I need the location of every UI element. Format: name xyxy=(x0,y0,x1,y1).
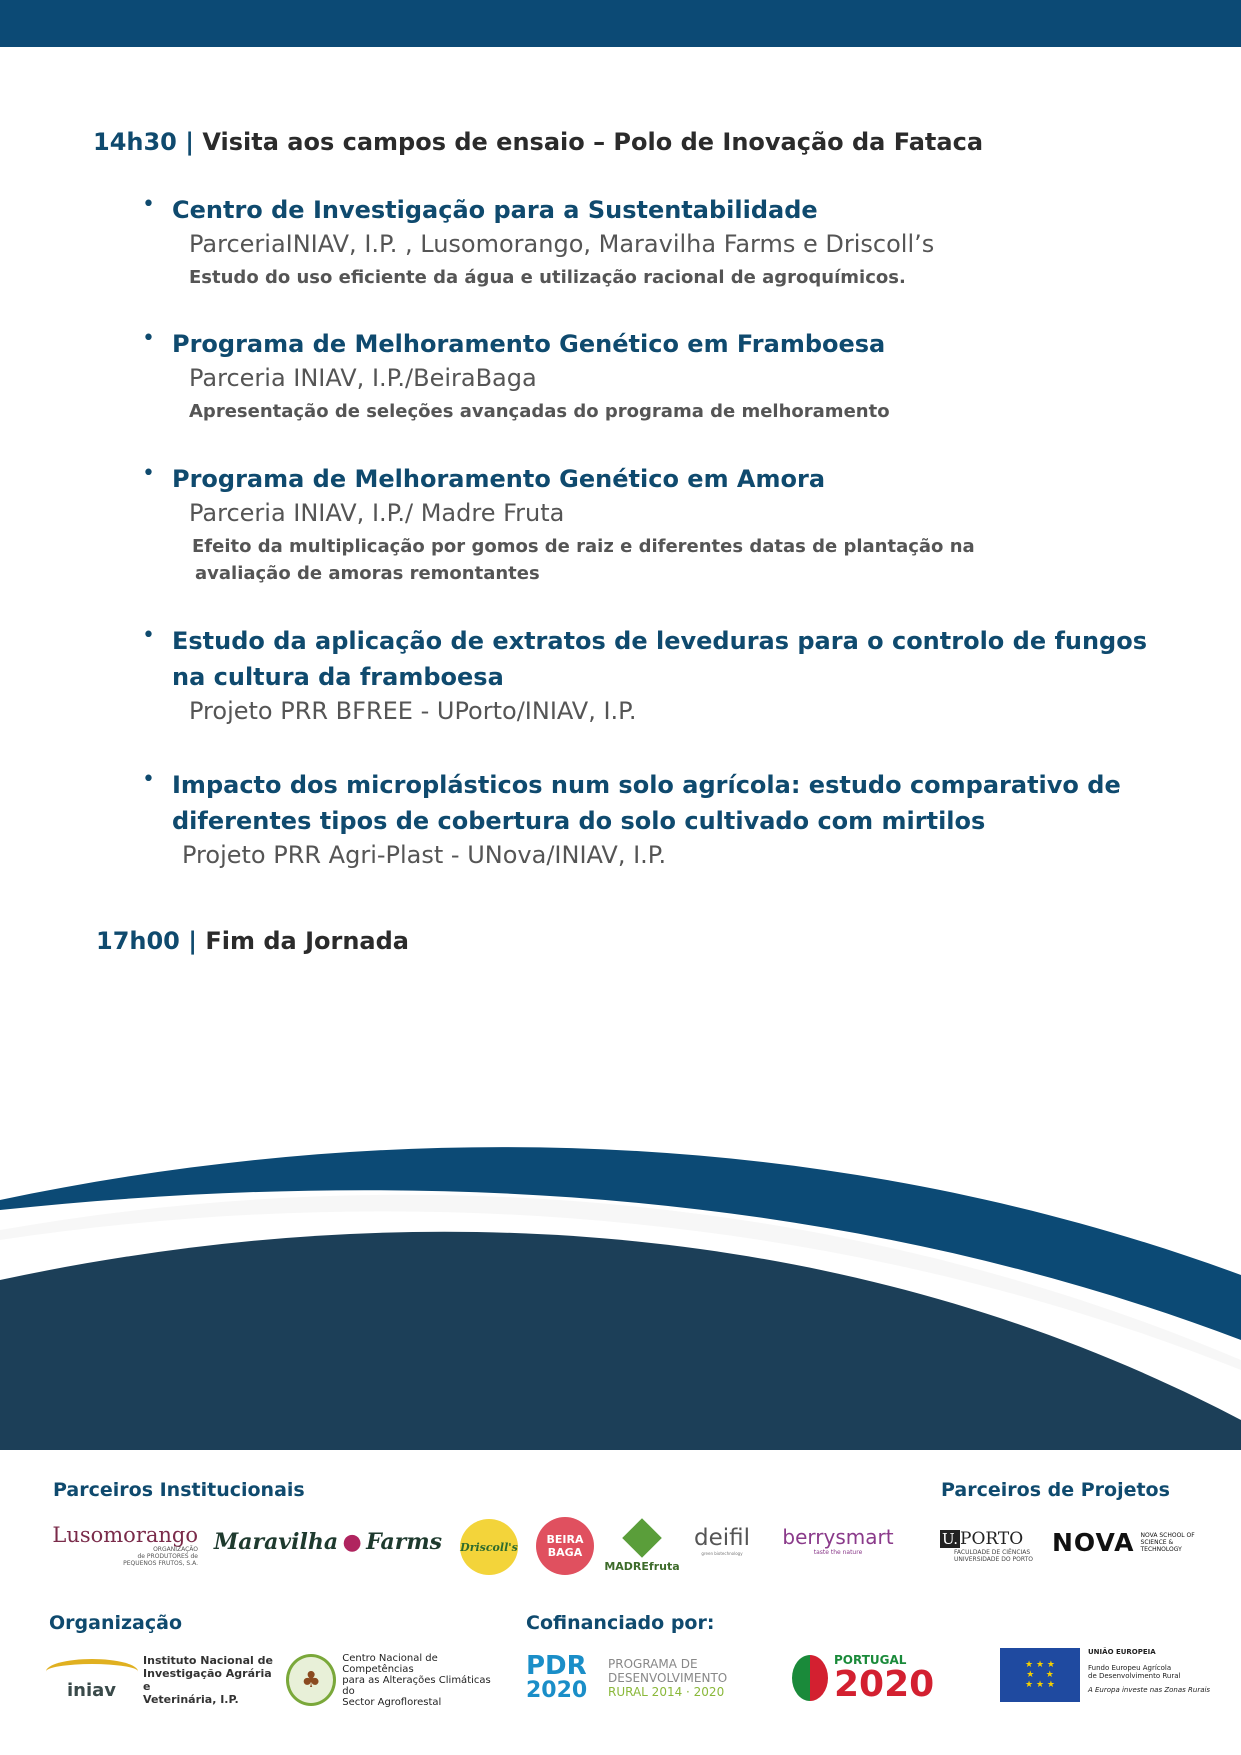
uporto-logo-sub: FACULDADE DE CIÊNCIAS xyxy=(954,1549,1031,1556)
deifil-logo-sub: green biotechnology xyxy=(701,1550,743,1556)
agenda-item-title-line: diferentes tipos de cobertura do solo cultivado com mirtilos xyxy=(172,807,986,835)
bullet-icon: • xyxy=(142,623,155,648)
berrysmart-logo-sub: taste the nature xyxy=(813,1548,863,1556)
agenda-item-description: Apresentação de seleções avançadas do programa de melhoramento xyxy=(189,401,890,422)
eu-feader-logo xyxy=(1000,1648,1218,1710)
agenda-item-title-line: Impacto dos microplásticos num solo agrícola: estudo comparativo de xyxy=(172,771,1121,799)
agenda-item-description: Estudo do uso eficiente da água e utilização racional de agroquímicos. xyxy=(189,267,906,288)
portugal2020-top: PORTUGAL xyxy=(834,1653,907,1667)
agenda-item-description: Efeito da multiplicação por gomos de raiz e diferentes datas de plantação na xyxy=(192,536,975,557)
berrysmart-logo xyxy=(774,1518,902,1562)
lusomorango-logo xyxy=(52,1518,198,1572)
iniav-logo-mark xyxy=(44,1659,139,1701)
iniav-logo-line: Veterinária, I.P. xyxy=(143,1693,239,1706)
deifil-logo xyxy=(684,1520,760,1560)
cofinanced-label: Cofinanciado por: xyxy=(526,1612,715,1634)
agenda-end-line xyxy=(96,927,409,955)
bullet-icon: • xyxy=(142,192,155,217)
eu-logo-line: A Europa investe nas Zonas Rurais xyxy=(1088,1686,1211,1694)
pdr2020-logo-line: RURAL 2014 · 2020 xyxy=(608,1685,725,1699)
beirabaga-logo xyxy=(536,1517,594,1575)
eu-logo-line: de Desenvolvimento Rural xyxy=(1088,1672,1181,1680)
maravilha-logo-left: Maravilha xyxy=(213,1529,339,1555)
pdr2020-mark-line: PDR xyxy=(526,1651,587,1681)
madre-fruta-logo xyxy=(604,1518,680,1578)
lusomorango-logo-sub: PEQUENOS FRUTOS, S.A. xyxy=(123,1559,198,1567)
uporto-logo xyxy=(940,1524,1040,1568)
uporto-logo-sub: UNIVERSIDADE DO PORTO xyxy=(954,1556,1033,1563)
agenda-start-time: 14h30 | xyxy=(93,128,195,156)
grape-icon: ● xyxy=(342,1529,362,1555)
project-partners-label: Parceiros de Projetos xyxy=(941,1479,1170,1501)
nova-logo-sub: SCIENCE & TECHNOLOGY xyxy=(1140,1538,1182,1553)
lusomorango-logo-sub: de PRODUTORES de xyxy=(137,1552,198,1560)
cncacsa-logo-text xyxy=(342,1653,506,1708)
nova-logo-sub: NOVA SCHOOL OF xyxy=(1140,1531,1195,1539)
beirabaga-logo-line: BAGA xyxy=(547,1546,583,1559)
uporto-logo-mark: U. xyxy=(942,1530,959,1548)
agenda-item-title xyxy=(172,767,1192,839)
portugal2020-number: 2020 xyxy=(834,1664,935,1705)
agenda-item-title: Centro de Investigação para a Sustentabilidade xyxy=(172,196,818,224)
driscolls-logo-text: Driscoll's xyxy=(460,1540,518,1554)
beirabaga-logo-line: BEIRA xyxy=(546,1533,584,1546)
tree-icon: ♣ xyxy=(286,1654,336,1706)
portugal2020-text xyxy=(834,1653,934,1703)
agenda-item-title: Programa de Melhoramento Genético em Amora xyxy=(172,465,826,493)
agenda-start-line xyxy=(93,128,983,156)
deifil-logo-name: deifil xyxy=(693,1524,751,1551)
portugal2020-logo xyxy=(792,1648,968,1708)
decorative-waves xyxy=(0,1100,1241,1450)
agenda-item-title-line: na cultura da framboesa xyxy=(172,663,504,691)
iniav-logo-name: iniav xyxy=(66,1680,117,1701)
agenda-item-title-line: Estudo da aplicação de extratos de leveduras para o controlo de fungos xyxy=(172,627,1148,655)
iniav-logo xyxy=(44,1650,276,1710)
eu-logo-line: Fundo Europeu Agrícola xyxy=(1088,1664,1172,1672)
pdr2020-logo xyxy=(526,1650,766,1706)
agenda-item-partner: Projeto PRR Agri-Plast - UNova/INIAV, I.P. xyxy=(182,841,667,869)
bullet-icon: • xyxy=(142,461,155,486)
agenda-item-partner: Parceria INIAV, I.P./ Madre Fruta xyxy=(189,499,565,527)
lusomorango-logo-name: Lusomorango xyxy=(52,1522,198,1547)
berrysmart-logo-name: berrysmart xyxy=(782,1524,894,1549)
iniav-logo-line: Instituto Nacional de xyxy=(143,1654,273,1667)
iniav-logo-text xyxy=(143,1654,276,1706)
agenda-item-partner: Parceria INIAV, I.P./BeiraBaga xyxy=(189,364,537,392)
institutional-partners-label: Parceiros Institucionais xyxy=(53,1479,305,1501)
madre-fruta-logo-text: MADREfruta xyxy=(604,1559,680,1573)
cncacsa-logo-line: Sector Agroflorestal xyxy=(342,1696,442,1708)
uporto-logo-name xyxy=(940,1529,1023,1549)
pdr2020-mark xyxy=(526,1653,604,1703)
madre-fruta-mark-icon xyxy=(622,1518,662,1558)
cncacsa-logo xyxy=(286,1653,506,1707)
top-banner xyxy=(0,0,1241,47)
nova-logo xyxy=(1052,1524,1210,1560)
agenda-end-label: Fim da Jornada xyxy=(205,927,409,955)
nova-logo-sub-group xyxy=(1141,1532,1210,1553)
organization-label: Organização xyxy=(49,1612,182,1634)
cncacsa-logo-line: Centro Nacional de Competências xyxy=(342,1652,438,1675)
iniav-logo-line: Investigação Agrária e xyxy=(143,1667,272,1693)
maravilha-farms-logo xyxy=(206,1522,450,1562)
portugal-flag-icon xyxy=(792,1655,828,1701)
cncacsa-logo-line: para as Alterações Climáticas do xyxy=(342,1674,491,1697)
nova-logo-name: NOVA xyxy=(1052,1527,1135,1557)
pdr2020-logo-text xyxy=(608,1657,727,1699)
bullet-icon: • xyxy=(142,767,155,792)
pdr2020-mark-line: 2020 xyxy=(526,1678,588,1703)
bullet-icon: • xyxy=(142,326,155,351)
agenda-item-partner: Projeto PRR BFREE - UPorto/INIAV, I.P. xyxy=(189,697,637,725)
driscolls-logo xyxy=(460,1519,518,1575)
agenda-item-title xyxy=(172,623,1192,695)
agenda-item-partner: ParceriaINIAV, I.P. , Lusomorango, Maravilha Farms e Driscoll’s xyxy=(189,230,935,258)
eu-flag-icon: ★ ★ ★ ★ ★ ★ ★ ★ xyxy=(1000,1648,1080,1702)
uporto-logo-name-text: PORTO xyxy=(960,1529,1024,1549)
agenda-end-time: 17h00 | xyxy=(96,927,198,955)
agenda-start-label: Visita aos campos de ensaio – Polo de Inovação da Fataca xyxy=(202,128,984,156)
eu-logo-title: UNIÃO EUROPEIA xyxy=(1088,1648,1156,1656)
maravilha-logo-right: Farms xyxy=(366,1529,443,1555)
lusomorango-logo-sub: ORGANIZAÇÃO xyxy=(153,1545,198,1553)
eu-logo-text xyxy=(1088,1648,1210,1694)
agenda-item-description: avaliação de amoras remontantes xyxy=(195,563,540,584)
agenda-item-title: Programa de Melhoramento Genético em Framboesa xyxy=(172,330,886,358)
pdr2020-logo-line: DESENVOLVIMENTO xyxy=(608,1671,728,1685)
pdr2020-logo-line: PROGRAMA DE xyxy=(608,1657,698,1671)
